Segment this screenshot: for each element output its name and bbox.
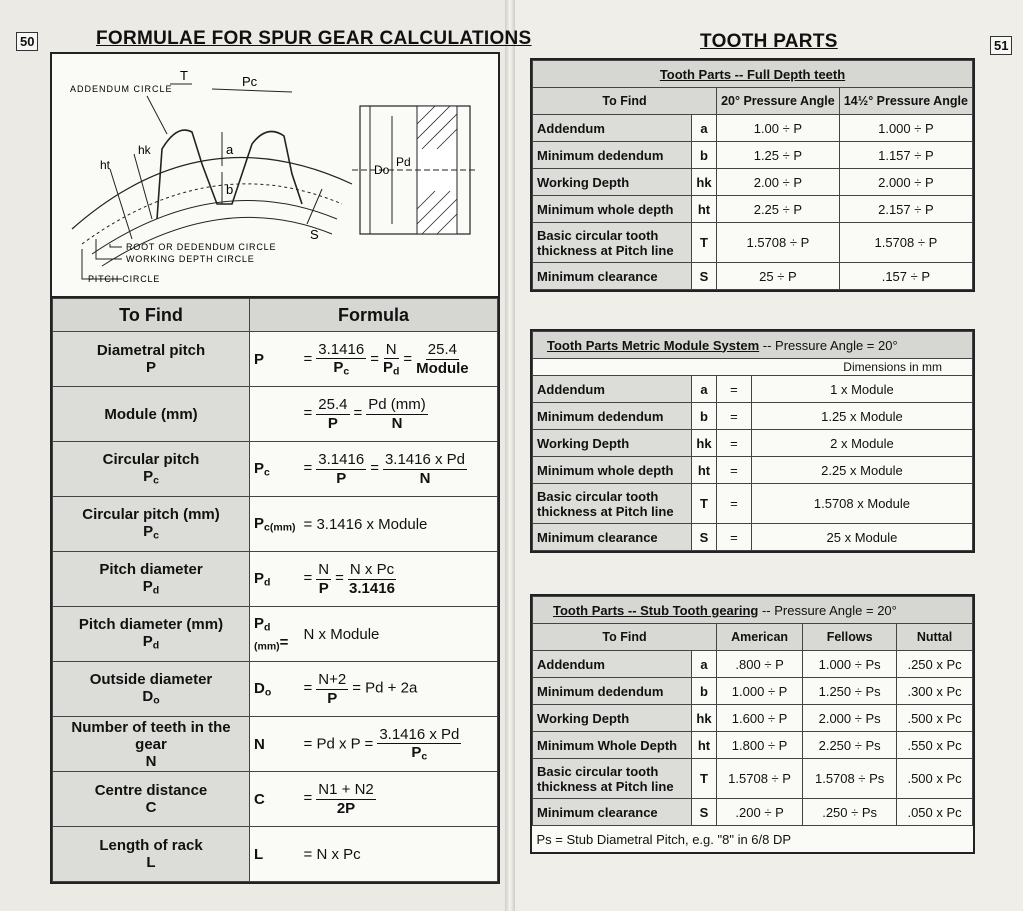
formula-pitch-diameter-mm: N x Module [300, 607, 498, 662]
row-name: Number of teeth in the gear N [53, 717, 250, 772]
table-row [53, 332, 498, 387]
label-b: b [226, 182, 234, 197]
table-row [53, 497, 498, 552]
row-symbol: $D_o$ [250, 662, 300, 717]
table-row [53, 387, 498, 442]
col-header-fellows: Fellows [803, 624, 897, 651]
full-depth-caption: Tooth Parts -- Full Depth teeth [533, 61, 973, 88]
table-row [53, 662, 498, 717]
root-leader [110, 244, 122, 247]
formula-outside-diameter: = $\frac{N+2}{P}$ = Pd + 2a [300, 662, 498, 717]
row-symbol: N [250, 717, 300, 772]
page-number-left: 50 [16, 32, 38, 51]
table-row [53, 827, 498, 882]
col-header-to-find: To Find [533, 88, 717, 115]
metric-table [530, 329, 975, 553]
col-header-to-find: To Find [53, 299, 250, 332]
table-row: Basic circular tooth thickness at Pitch line T 1.5708 ÷ P 1.5708 ÷ Ps .500 x Pc [533, 759, 973, 799]
full-depth-table [530, 58, 975, 292]
label-root-circle: ROOT OR DEDENDUM CIRCLE [126, 242, 277, 252]
table-row: Minimum clearance S 25 ÷ P .157 ÷ P [533, 263, 973, 290]
table-row: Basic circular tooth thickness at Pitch line T 1.5708 ÷ P 1.5708 ÷ P [533, 223, 973, 263]
label-hk: hk [138, 143, 151, 157]
left-page-title: FORMULAE FOR SPUR GEAR CALCULATIONS [96, 28, 532, 49]
label-t: T [180, 68, 188, 83]
hk-dim-line [134, 154, 152, 219]
formula-circular-pitch-mm: = 3.1416 x Module [300, 497, 498, 552]
formula-number-of-teeth: = Pd x P = $\frac{\text{3.1416 x Pd}}{P_c}$ [300, 717, 498, 772]
row-symbol: $P_{c(mm)}$ [250, 497, 300, 552]
label-working-depth: WORKING DEPTH CIRCLE [126, 254, 255, 264]
row-symbol: $P_c$ [250, 442, 300, 497]
ht-dim-line [110, 169, 132, 239]
row-symbol [250, 387, 300, 442]
table-row: Working Depth hk 2.00 ÷ P 2.000 ÷ P [533, 169, 973, 196]
formula-length-of-rack: = N x Pc [300, 827, 498, 882]
row-symbol: $P_{d (mm)}=$ [250, 607, 300, 662]
col-header-formula: Formula [250, 299, 498, 332]
col-header-american: American [717, 624, 803, 651]
label-ht: ht [100, 158, 111, 172]
table-row [53, 442, 498, 497]
row-name: Length of rack L [53, 827, 250, 882]
label-do: Do [374, 163, 390, 177]
stub-pitch-note: Ps = Stub Diametral Pitch, e.g. "8" in 6/8 DP [536, 831, 792, 847]
addendum-leader [147, 96, 167, 134]
formula-diametral-pitch: = $\frac{3.1416}{P_c}$ = $\frac{N}{P_d}$ = $\frac{25.4}{\text{Module}}$ [300, 332, 498, 387]
table-row [53, 772, 498, 827]
row-name: Circular pitch $P_c$ [53, 442, 250, 497]
row-symbol: $P_d$ [250, 552, 300, 607]
table-row [53, 552, 498, 607]
stub-tooth-table [530, 594, 975, 854]
stub-caption: Tooth Parts -- Stub Tooth gearing -- Pressure Angle = 20° [533, 597, 973, 624]
table-row: Minimum clearance S .200 ÷ P .250 ÷ Ps .050 x Pc [533, 799, 973, 826]
gear-diagram-svg [52, 54, 498, 296]
row-symbol: C [250, 772, 300, 827]
col-header-14-deg: 14½° Pressure Angle [839, 88, 972, 115]
row-name: Diametral pitch P [53, 332, 250, 387]
label-addendum-circle: ADDENDUM CIRCLE [70, 84, 173, 94]
table-row: Working Depth hk = 2 x Module [533, 430, 973, 457]
dimensions-note: Dimensions in mm [533, 359, 973, 376]
formula-module: = $\frac{25.4}{P}$ = $\frac{Pd (mm)}{N}$ [300, 387, 498, 442]
row-name: Pitch diameter (mm) $P_d$ [53, 607, 250, 662]
formula-centre-distance: = $\frac{N1 + N2}{2P}$ [300, 772, 498, 827]
label-pitch-circle: PITCH CIRCLE [88, 274, 161, 284]
col-header-to-find: To Find [533, 624, 717, 651]
book-spine [505, 0, 515, 911]
table-row: Minimum dedendum b 1.25 ÷ P 1.157 ÷ P [533, 142, 973, 169]
row-name: Outside diameter $D_o$ [53, 662, 250, 717]
label-pd: Pd [396, 155, 411, 169]
row-name: Pitch diameter $P_d$ [53, 552, 250, 607]
col-header-nuttal: Nuttal [897, 624, 973, 651]
table-row [53, 607, 498, 662]
table-row: Minimum dedendum b 1.000 ÷ P 1.250 ÷ Ps .300 x Pc [533, 678, 973, 705]
label-s: S [310, 227, 319, 242]
table-row: Minimum whole depth ht 2.25 ÷ P 2.157 ÷ P [533, 196, 973, 223]
formula-table [50, 296, 500, 884]
row-name: Circular pitch (mm) $P_c$ [53, 497, 250, 552]
row-name: Module (mm) [53, 387, 250, 442]
right-page-title: TOOTH PARTS [700, 31, 838, 52]
formula-pitch-diameter: = $\frac{N}{P}$ = $\frac{\text{N x Pc}}{3.1416}$ [300, 552, 498, 607]
formula-circular-pitch: = $\frac{3.1416}{P}$ = $\frac{\text{3.1416 x Pd}}{N}$ [300, 442, 498, 497]
table-row: Addendum a .800 ÷ P 1.000 ÷ Ps .250 x Pc [533, 651, 973, 678]
table-row: Working Depth hk 1.600 ÷ P 2.000 ÷ Ps .500 x Pc [533, 705, 973, 732]
label-a: a [226, 142, 234, 157]
table-row: Minimum clearance S = 25 x Module [533, 524, 973, 551]
label-pc: Pc [242, 74, 258, 89]
table-row: Addendum a = 1 x Module [533, 376, 973, 403]
table-row: Minimum Whole Depth ht 1.800 ÷ P 2.250 ÷ Ps .550 x Pc [533, 732, 973, 759]
addendum-circle-arc [72, 158, 352, 229]
row-symbol: P [250, 332, 300, 387]
metric-caption: Tooth Parts Metric Module System -- Pressure Angle = 20° [533, 332, 973, 359]
table-row: Basic circular tooth thickness at Pitch line T = 1.5708 x Module [533, 484, 973, 524]
row-symbol: L [250, 827, 300, 882]
gear-diagram [50, 52, 500, 298]
col-header-20-deg: 20° Pressure Angle [717, 88, 840, 115]
table-row: Minimum whole depth ht = 2.25 x Module [533, 457, 973, 484]
table-row: Minimum dedendum b = 1.25 x Module [533, 403, 973, 430]
table-row: Addendum a 1.00 ÷ P 1.000 ÷ P [533, 115, 973, 142]
table-row [53, 717, 498, 772]
pc-dim-line [212, 89, 292, 92]
page-number-right: 51 [990, 36, 1012, 55]
row-name: Centre distance C [53, 772, 250, 827]
